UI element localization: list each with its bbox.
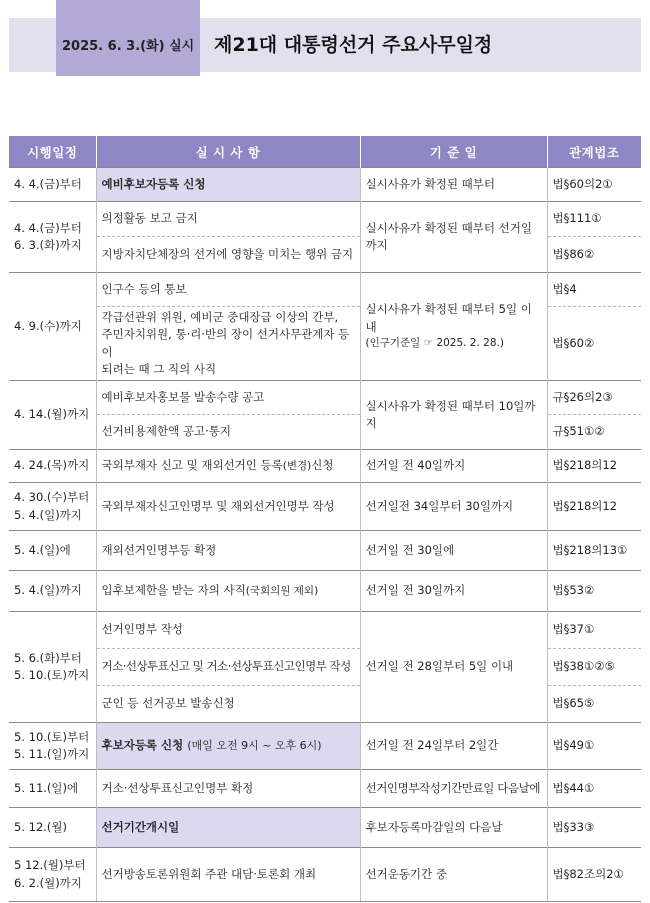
item-cell: 재외선거인명부등 확정 [96, 531, 360, 571]
date-cell: 5. 4.(일)까지 [9, 571, 96, 612]
date-cell: 5. 4.(일)에 [9, 531, 96, 571]
col-header-date: 시행일정 [9, 136, 96, 168]
law-cell: 법§218의13① [547, 531, 641, 571]
col-header-law: 관계법조 [547, 136, 641, 168]
basis-cell: 실시사유가 확정된 때부터 5일 이내 (인구기준일 ☞ 2025. 2. 28.) [360, 273, 547, 381]
table-row [9, 571, 641, 612]
table-row [9, 168, 641, 202]
law-cell: 법§60② [547, 307, 641, 381]
table-row [9, 483, 641, 531]
basis-cell: 후보자등록마감일의 다음날 [360, 808, 547, 848]
law-cell: 법§111① [547, 202, 641, 237]
item-cell: 후보자등록 신청 (매일 오전 9시 ~ 오후 6시) [96, 723, 360, 770]
table-row [9, 723, 641, 770]
item-cell: 각급선관위 위원, 예비군 중대장급 이상의 간부, 주민자치위원, 통·리·반의 장이 선거사무관계자 등이 되려는 때 그 직의 사직 [96, 307, 360, 381]
law-cell: 법§82조의2① [547, 848, 641, 902]
basis-cell: 선거일 전 28일부터 5일 이내 [360, 612, 547, 723]
item-cell: 선거비용제한액 공고·통지 [96, 415, 360, 450]
basis-cell: 실시사유가 확정된 때부터 [360, 168, 547, 202]
table-row [9, 686, 641, 723]
item-cell: 국외부재자 신고 및 재외선거인 등록(변경)신청 [96, 450, 360, 483]
basis-cell: 실시사유가 확정된 때부터 선거일까지 [360, 202, 547, 273]
law-cell: 법§218의12 [547, 483, 641, 531]
date-cell: 5. 10.(토)부터 5. 11.(일)까지 [9, 723, 96, 770]
table-row [9, 237, 641, 273]
law-cell: 법§44① [547, 770, 641, 808]
item-cell: 예비후보자등록 신청 [96, 168, 360, 202]
item-cell: 선거기간개시일 [96, 808, 360, 848]
table-row [9, 848, 641, 902]
col-header-basis: 기 준 일 [360, 136, 547, 168]
table-row [9, 770, 641, 808]
basis-cell: 선거일 전 24일부터 2일간 [360, 723, 547, 770]
date-cell: 4. 14.(월)까지 [9, 381, 96, 450]
col-header-item: 실 시 사 항 [96, 136, 360, 168]
law-cell: 법§218의12 [547, 450, 641, 483]
date-cell: 5. 12.(월) [9, 808, 96, 848]
law-cell: 법§37① [547, 612, 641, 649]
item-cell: 군인 등 선거공보 발송신청 [96, 686, 360, 723]
law-cell: 법§38①②⑤ [547, 649, 641, 686]
date-cell: 5 12.(월)부터 6. 2.(월)까지 [9, 848, 96, 902]
table-row [9, 612, 641, 649]
table-row [9, 808, 641, 848]
basis-cell: 선거일 전 40일까지 [360, 450, 547, 483]
table-row [9, 649, 641, 686]
table-header-row [9, 136, 641, 168]
basis-cell: 실시사유가 확정된 때부터 10일까지 [360, 381, 547, 450]
law-cell: 법§53② [547, 571, 641, 612]
date-cell: 4. 9.(수)까지 [9, 273, 96, 381]
date-cell: 4. 4.(금)부터 [9, 168, 96, 202]
basis-cell: 선거운동기간 중 [360, 848, 547, 902]
item-cell: 예비후보자홍보물 발송수량 공고 [96, 381, 360, 415]
law-cell: 법§60의2① [547, 168, 641, 202]
table-row [9, 307, 641, 381]
item-cell: 거소·선상투표신고인명부 확정 [96, 770, 360, 808]
basis-cell: 선거일전 34일부터 30일까지 [360, 483, 547, 531]
table-row [9, 273, 641, 307]
basis-cell: 선거인명부작성기간만료일 다음날에 [360, 770, 547, 808]
item-cell: 지방자치단체장의 선거에 영향을 미치는 행위 금지 [96, 237, 360, 273]
schedule-table [9, 136, 641, 902]
table-row [9, 415, 641, 450]
date-cell: 4. 4.(금)부터 6. 3.(화)까지 [9, 202, 96, 273]
item-cell: 입후보제한을 받는 자의 사직(국회의원 제외) [96, 571, 360, 612]
page-title: 제21대 대통령선거 주요사무일정 [214, 34, 493, 56]
date-cell: 5. 6.(화)부터 5. 10.(토)까지 [9, 612, 96, 723]
law-cell: 법§49① [547, 723, 641, 770]
law-cell: 규§26의2③ [547, 381, 641, 415]
item-cell: 인구수 등의 통보 [96, 273, 360, 307]
table-row [9, 450, 641, 483]
item-cell: 선거인명부 작성 [96, 612, 360, 649]
date-cell: 4. 30.(수)부터 5. 4.(일)까지 [9, 483, 96, 531]
law-cell: 법§86② [547, 237, 641, 273]
table-row [9, 202, 641, 237]
basis-cell: 선거일 전 30일에 [360, 531, 547, 571]
table-row [9, 381, 641, 415]
item-cell: 국외부재자신고인명부 및 재외선거인명부 작성 [96, 483, 360, 531]
law-cell: 법§33③ [547, 808, 641, 848]
item-cell: 의정활동 보고 금지 [96, 202, 360, 237]
law-cell: 법§65⑤ [547, 686, 641, 723]
law-cell: 법§4 [547, 273, 641, 307]
item-cell: 거소·선상투표신고 및 거소·선상투표신고인명부 작성 [96, 649, 360, 686]
election-date: 2025. 6. 3.(화) 실시 [62, 39, 195, 54]
table-row [9, 531, 641, 571]
basis-cell: 선거일 전 30일까지 [360, 571, 547, 612]
date-cell: 5. 11.(일)에 [9, 770, 96, 808]
item-cell: 선거방송토론위원회 주관 대담·토론회 개최 [96, 848, 360, 902]
date-cell: 4. 24.(목)까지 [9, 450, 96, 483]
law-cell: 규§51①② [547, 415, 641, 450]
